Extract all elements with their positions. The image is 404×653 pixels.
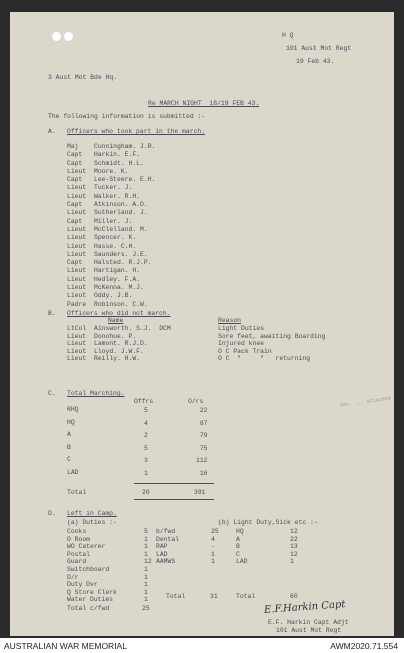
officer-name: Walker. R.H. (94, 192, 141, 200)
bfwd-count: - (211, 543, 215, 551)
officer-rank: Lieut (67, 167, 87, 175)
duty-item: WO Caterer (67, 543, 106, 551)
light-duty-count: 1 (290, 558, 294, 566)
absent-officer-name: Reilly. H.W. (94, 355, 141, 363)
bfwd-items (156, 528, 179, 566)
officer-name: Moore. K. (94, 167, 129, 175)
marching-ors: 112 (196, 457, 208, 465)
bfwd-count: 4 (211, 535, 215, 543)
officer-name: Oddy. J.B. (94, 292, 133, 300)
officer-name: Harkin. E.F. (94, 151, 141, 159)
duty-count: 1 (144, 573, 148, 581)
light-duty-unit: HQ (236, 528, 244, 535)
duty-item: Postal (67, 550, 91, 558)
section-b-label: B. (48, 310, 56, 317)
absent-officer-reason: Sore feet, awaiting Boarding (218, 332, 326, 340)
officer-name: Schmidt. H.L. (94, 159, 144, 167)
absent-officer-rank: Lieut (67, 355, 87, 363)
duty-item: Water Duties (67, 596, 114, 604)
light-duty-count: 12 (290, 528, 298, 535)
section-b-title: Officers who did not march. (67, 310, 171, 317)
signature-line-2: 101 Aust Mot Regt (276, 627, 342, 634)
officer-name: Spencer. K. (94, 234, 137, 242)
bfwd-item: Dental (156, 535, 180, 543)
duty-count: 5 (144, 528, 148, 535)
section-c-units (67, 407, 79, 483)
officer-rank: Lieut (67, 267, 87, 275)
absent-officer-rank: LtCol (67, 325, 87, 332)
header-line-3: 19 Feb 43. (296, 58, 335, 65)
officer-name: McClelland. M. (94, 225, 148, 233)
officer-rank: Lieut (67, 184, 87, 192)
light-duty-unit: B (236, 543, 240, 551)
officer-name: Lee-Steere. E.H. (94, 176, 156, 184)
officer-rank: Maj (67, 143, 79, 150)
officer-rank: Capt (67, 151, 83, 159)
officer-rank: Lieut (67, 250, 87, 258)
duty-count: 1 (144, 565, 148, 573)
pencil-annotation: Gen. ... attached (339, 395, 392, 409)
light-duty-count: 12 (290, 550, 298, 558)
marching-ors: 22 (199, 407, 208, 414)
light-duty-total-value: 60 (290, 593, 298, 600)
signature-line-1: E.F. Harkin Capt Adjt (268, 619, 349, 626)
duty-item: D/r (67, 573, 79, 581)
light-duty-count: 13 (290, 543, 298, 551)
section-b-reasons (218, 325, 325, 363)
absent-officer-reason: Light Duties (218, 325, 265, 332)
marching-ors: 16 (199, 469, 208, 477)
absent-officer-reason: O C " " returning (218, 355, 311, 363)
duty-count: 1 (144, 581, 148, 589)
duty-item: O Room (67, 535, 91, 543)
marching-ors: 79 (199, 432, 208, 440)
officer-rank: Capt (67, 159, 83, 167)
section-c-label: C. (48, 390, 56, 397)
bfwd-count: 1 (211, 550, 215, 558)
footer-institution: AUSTRALIAN WAR MEMORIAL (4, 641, 127, 651)
duties-items (67, 528, 117, 604)
bfwd-item: AAMWS (156, 558, 176, 566)
marching-ors: 87 (199, 419, 208, 427)
duty-count: 1 (144, 596, 148, 604)
bfwd-count: 25 (211, 528, 219, 535)
duties-title: (a) Duties :- (67, 519, 117, 526)
marching-unit: RHQ (67, 406, 79, 413)
marching-unit: A (67, 431, 71, 439)
officer-rank: Lieut (67, 225, 87, 233)
total-rule (134, 483, 214, 484)
marching-offrs: 3 (144, 457, 148, 465)
section-a-title: Officers who took part in the march. (67, 128, 206, 135)
officer-rank: Lieut (67, 192, 87, 200)
marching-ors: 75 (199, 444, 208, 452)
officer-rank: Lieut (67, 242, 87, 250)
officer-name: Robinson. C.W. (94, 300, 148, 308)
light-duty-unit: C (236, 550, 240, 558)
bfwd-item: b/fwd (156, 528, 176, 535)
officer-rank: Padre (67, 300, 87, 308)
archive-footer (0, 638, 404, 653)
duty-item: Q Store Clerk (67, 588, 117, 596)
section-c-total-offrs: 20 (142, 489, 150, 496)
marching-offrs: 5 (144, 444, 148, 452)
light-duty-counts (290, 528, 298, 566)
marching-unit: HQ (67, 418, 75, 426)
light-duty-total-label: Total (236, 593, 256, 600)
duty-item: Guard (67, 558, 87, 566)
addressee: 3 Aust Mot Bde Hq. (48, 74, 118, 81)
section-c-ors-header: O/rs (188, 398, 204, 405)
duty-count: 1 (144, 588, 148, 596)
section-c-total-label: Total (67, 489, 87, 496)
duties-counts (144, 528, 152, 604)
footer-accession-number: AWM2020.71.554 (330, 641, 398, 651)
marching-unit: B (67, 443, 71, 451)
duty-count: 12 (144, 558, 152, 566)
section-d-label: D. (48, 510, 56, 517)
duty-item: Duty Dvr (67, 581, 98, 589)
section-c-offrs (144, 407, 148, 483)
absent-officer-rank: Lieut (67, 340, 87, 348)
intro: The following information is submitted :- (48, 113, 206, 120)
duties-total-value: 25 (142, 605, 150, 612)
officer-rank: Lieut (67, 275, 87, 283)
section-b-name-header: Name (108, 317, 124, 324)
section-d-title: Left in Camp. (67, 510, 117, 517)
absent-officer-reason: Injured knee (218, 340, 265, 348)
officer-name: Sutherland. J. (94, 209, 148, 217)
marching-offrs: 2 (144, 432, 148, 440)
officer-rank: Lieut (67, 292, 87, 300)
duties-total-label: Total c/fwd (67, 605, 110, 612)
marching-offrs: 1 (144, 469, 148, 477)
total-double-rule (134, 499, 214, 500)
officer-name: Saunders. J.E. (94, 250, 148, 258)
bfwd-item: LAD (156, 550, 168, 558)
header-line-1: H Q (282, 32, 294, 39)
marching-unit: LAD (67, 468, 79, 476)
officer-rank: Lieut (67, 209, 87, 217)
section-a-names (94, 143, 155, 309)
absent-officer-rank: Lieut (67, 347, 87, 355)
absent-officer-reason: O C Pack Train (218, 347, 272, 355)
officer-name: Hasse. C.H. (94, 242, 137, 250)
punch-holes (52, 32, 76, 43)
absent-officer-name: Donohue. P. (94, 332, 137, 340)
officer-rank: Capt (67, 217, 83, 225)
light-duty-count: 22 (290, 535, 298, 543)
light-duty-unit: LAD (236, 558, 248, 566)
handwritten-signature: E.F.Harkin Capt (263, 599, 346, 616)
bfwd-item: RAP (156, 543, 168, 551)
bfwd-total-value: 31 (210, 593, 218, 600)
document-page (10, 12, 394, 636)
section-c-offrs-header: Offrs (134, 398, 154, 405)
section-c-total-ors: 391 (194, 489, 206, 496)
officer-name: Halsted. R.J.P. (94, 259, 152, 267)
officer-name: Hedley. F.A. (94, 275, 141, 283)
section-a-ranks (67, 143, 86, 309)
duty-count: 1 (144, 543, 148, 551)
light-duty-unit: A (236, 535, 240, 543)
officer-rank: Capt (67, 176, 83, 184)
light-duty-title: (b) Light Duty,Sick etc :- (218, 519, 318, 526)
absent-officer-name: Ainsworth. S.J. DCM (94, 325, 171, 332)
section-b-names (94, 325, 171, 363)
header-line-2: 101 Aust Mot Regt (286, 45, 352, 52)
officer-name: Miller. J. (94, 217, 133, 225)
marching-offrs: 5 (144, 407, 148, 414)
officer-name: McKenna. M.J. (94, 284, 144, 292)
light-duty-units (236, 528, 248, 566)
officer-name: Cunningham. J.R. (94, 143, 156, 150)
absent-officer-rank: Lieut (67, 332, 87, 340)
subject: Re MARCH NIGHT 18/19 FEB 43. (148, 100, 260, 107)
bfwd-count: 1 (211, 558, 215, 566)
marching-unit: C (67, 456, 71, 464)
duty-count: 1 (144, 535, 148, 543)
section-b-ranks (67, 325, 86, 363)
officer-rank: Lieut (67, 284, 87, 292)
duty-item: Switchboard (67, 565, 110, 573)
officer-name: Atkinson. A.D. (94, 201, 148, 209)
bfwd-total-label: Total (166, 593, 186, 600)
section-b-reason-header: Reason (218, 317, 242, 324)
officer-rank: Lieut (67, 234, 87, 242)
absent-officer-name: Lloyd. J.W.F. (94, 347, 144, 355)
section-a-label: A. (48, 128, 56, 135)
section-c-ors (196, 407, 208, 483)
officer-rank: Capt (67, 201, 83, 209)
section-c-title: Total Marching. (67, 390, 125, 397)
absent-officer-name: Lamont. R.J.D. (94, 340, 148, 348)
duty-item: Cooks (67, 528, 87, 535)
officer-name: Hartigan. H. (94, 267, 141, 275)
duty-count: 1 (144, 550, 148, 558)
marching-offrs: 4 (144, 419, 148, 427)
bfwd-counts (211, 528, 219, 566)
officer-rank: Capt (67, 259, 83, 267)
officer-name: Tucker. J. (94, 184, 133, 192)
